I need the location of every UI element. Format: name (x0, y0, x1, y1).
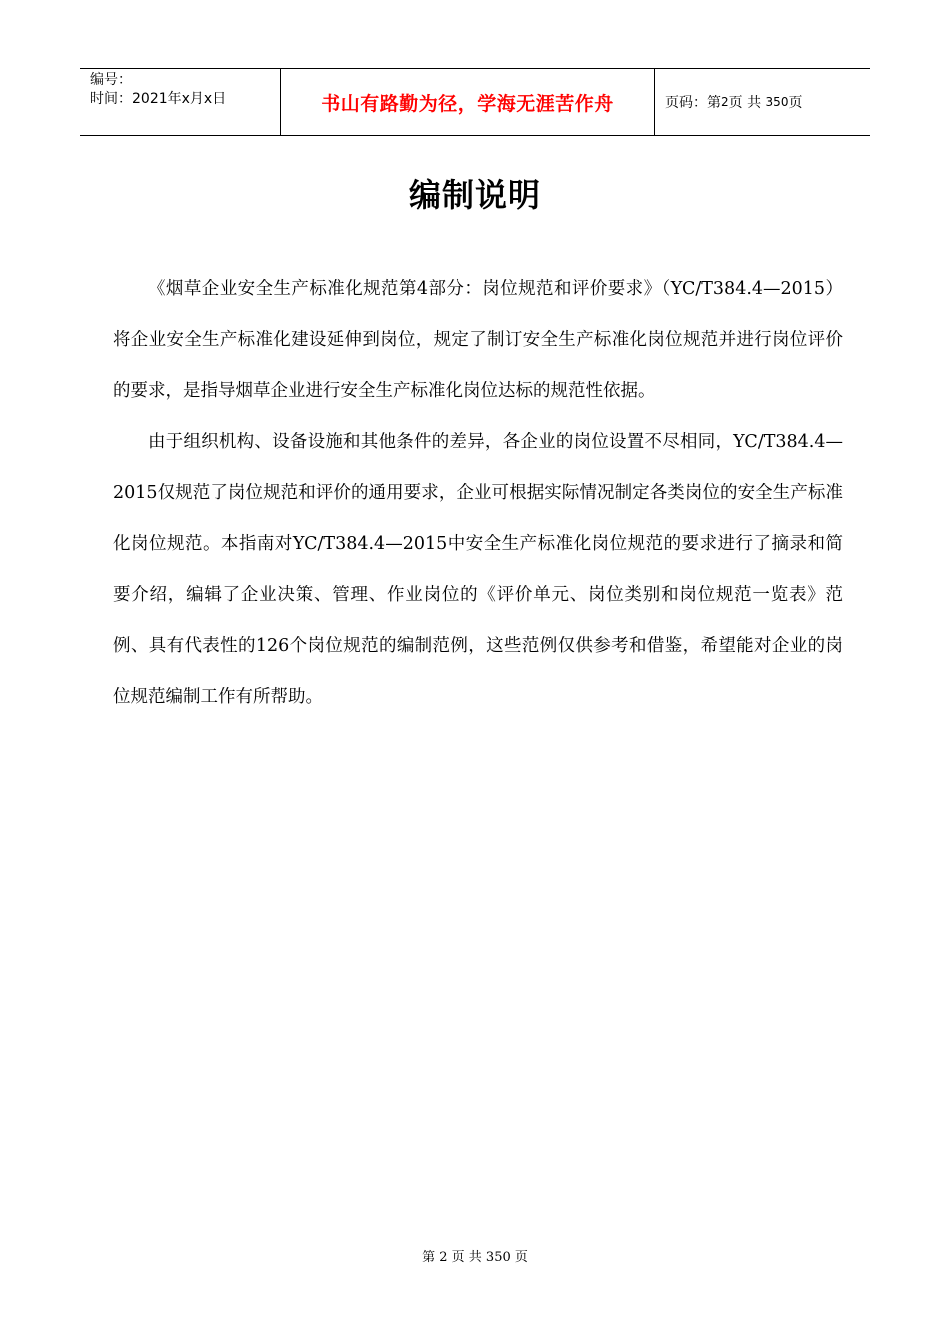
header-page-total: 350 (765, 95, 789, 109)
document-number-label: 编号： (90, 72, 132, 88)
header-motto-cell (281, 69, 655, 135)
header-page-suffix: 页 (788, 95, 803, 111)
document-date-label: 时间：2021年x月x日 (90, 91, 227, 107)
header-page-cell (655, 69, 870, 135)
header-motto: 书山有路勤为径，学海无涯苦作舟 (321, 92, 614, 115)
page-footer: 第 2 页 共 350 页 (422, 1250, 528, 1265)
header-page-prefix: 页码：第 (665, 95, 721, 111)
body-paragraph: 《烟草企业安全生产标准化规范第4部分：岗位规范和评价要求》（YC/T384.4—2015）将企业安全生产标准化建设延伸到岗位，规定了制订安全生产标准化岗位规范并进行岗位评价的要求，是指导烟草企业进行安全生产标准化岗位达标的规范性依据。 (113, 279, 843, 401)
header-page-current: 2 (721, 95, 729, 109)
document-header (80, 68, 870, 136)
body-paragraph: 由于组织机构、设备设施和其他条件的差异，各企业的岗位设置不尽相同，YC/T384.4—2015仅规范了岗位规范和评价的通用要求，企业可根据实际情况制定各类岗位的安全生产标准化岗位规范。本指南对YC/T384.4—2015中安全生产标准化岗位规范的要求进行了摘录和简要介绍，编辑了企业决策、管理、作业岗位的《评价单元、岗位类别和岗位规范一览表》范例、具有代表性的126个岗位规范的编制范例，这些范例仅供参考和借鉴，希望能对企业的岗位规范编制工作有所帮助。 (113, 432, 843, 707)
header-info-cell (80, 69, 281, 135)
document-body (113, 264, 843, 723)
header-page-mid: 页 共 (728, 95, 762, 111)
page-title: 编制说明 (408, 176, 541, 214)
